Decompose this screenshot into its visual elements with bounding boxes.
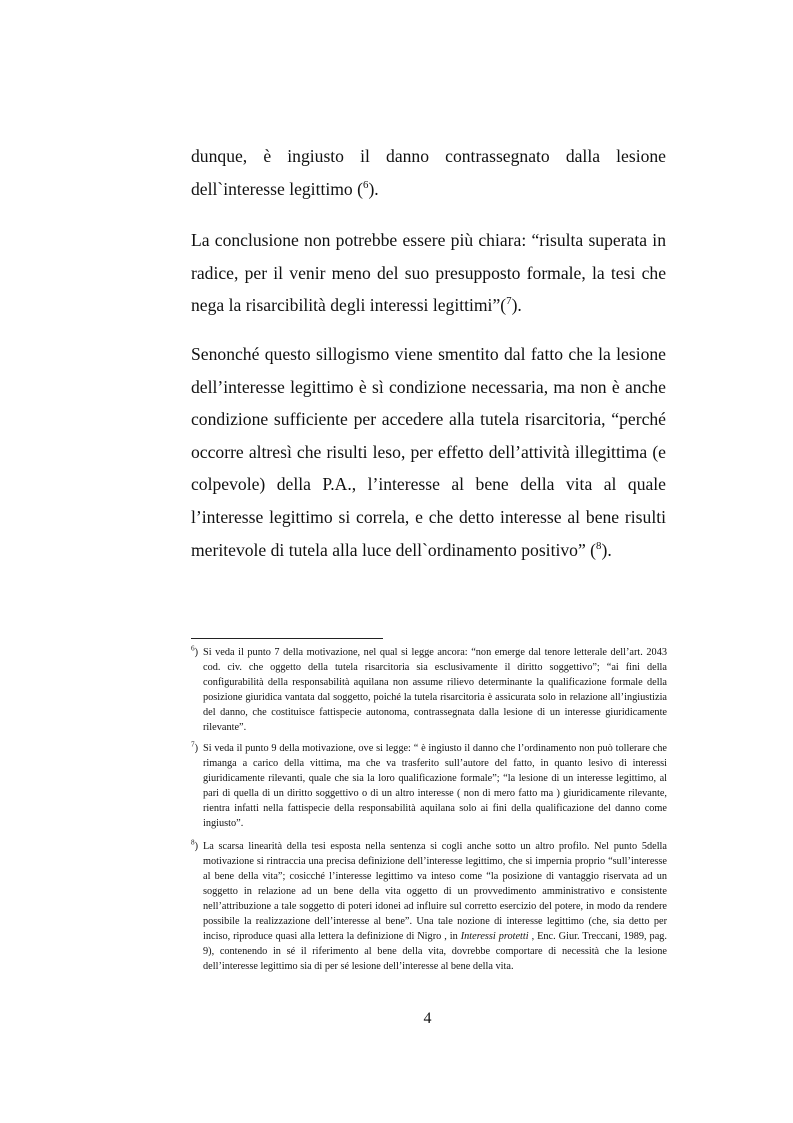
paragraph-text: La conclusione non potrebbe essere più chiara: “risulta superata in radice, per il venir meno del suo presupposto formale, la tesi che nega la risarcibilità degli interessi legittimi”( [191, 230, 666, 316]
paragraph-text-end: ). [368, 178, 379, 199]
footnote-reference[interactable]: 7 [506, 295, 512, 308]
footnote-text-part: La scarsa linearità della tesi esposta nella sentenza si cogli anche sotto un altro profilo. Nel punto 5della motivazione si rintraccia una precisa definizione dell’interesse legittimo, che si impernia proprio “sull’interesse al bene della vita”; cosicché l’interesse legittimo va inteso come “la posizione di vantaggio riservata ad un soggetto in relazione ad un bene della vita oggetto di un provvedimento amministrativo e consistente nell’attribuzione a tale soggetto di poteri idonei ad influire sul corretto esercizio del potere, in modo da rendere possibile la realizzazione dell’interesse al bene”. Una tale nozione di interesse legittimo (che, sia detto per inciso, riproduce quasi alla lettera la definizione di Nigro , in [203, 841, 667, 942]
footnote [191, 742, 667, 832]
cited-work-title: Interessi protetti [460, 930, 529, 942]
footnote-number: 7 [191, 740, 195, 749]
footnote-marker [191, 840, 203, 855]
footnote-text [203, 840, 667, 975]
body-paragraph [191, 140, 666, 205]
footnote-number: 6 [191, 644, 195, 653]
footnote-reference[interactable]: 6 [362, 178, 369, 191]
body-paragraph [191, 338, 666, 566]
footnote-paren: ) [194, 743, 199, 754]
footnote-marker [191, 646, 203, 661]
footnote-paren: ) [194, 647, 199, 658]
footnote-separator [191, 638, 383, 639]
footnote-paren: ) [194, 841, 199, 852]
paragraph-text: dunque, è ingiusto il danno contrassegnato dalla lesione dell`interesse legittimo ( [191, 146, 666, 199]
footnote [191, 646, 667, 736]
page-number: 4 [423, 1010, 432, 1027]
paragraph-text-end: ). [601, 539, 612, 560]
footnote [191, 840, 667, 975]
footnote-text-part: , Enc. Giur. Treccani, 1989, pag. 9), contenendo in sé il riferimento al bene della vita, dovrebbe comportare di necessità che la lesione dell’interesse legittimo sia di per sé lesione dell’interesse al bene della vita. [203, 930, 667, 972]
footnote-marker [191, 742, 203, 757]
footnote-number: 8 [191, 838, 195, 847]
paragraph-text: Senonché questo sillogismo viene smentito dal fatto che la lesione dell’interesse legittimo è sì condizione necessaria, ma non è anche condizione sufficiente per accedere alla tutela risarcitoria, “perché occorre altresì che risulti leso, per effetto dell’attività illegittima (e colpevole) della P.A., l’interesse al bene della vita al quale l’interesse legittimo si correla, e che detto interesse al bene risulti meritevole di tutela alla luce dell`ordinamento positivo” ( [191, 344, 666, 560]
footnote-reference[interactable]: 8 [596, 539, 602, 552]
body-paragraph [191, 224, 666, 322]
paragraph-text-end: ). [511, 295, 522, 316]
footnote-text: Si veda il punto 7 della motivazione, nel qual si legge ancora: “non emerge dal tenore letterale dell’art. 2043 cod. civ. che oggetto della tutela risarcitoria sia esclusivamente il diritto soggettivo”; “ai fini della configurabilità della responsabilità aquilana non assume rilievo determinante la qualificazione formale della posizione giuridica vantata dal soggetto, poiché la tutela risarcitoria è assicurata solo in relazione all’ingiustizia del danno, che costituisce fattispecie autonoma, contrassegnata dalla lesione di un interesse giuridicamente rilevante”. [203, 647, 667, 733]
footnote-text: Si veda il punto 9 della motivazione, ove si legge: “ è ingiusto il danno che l’ordinamento non può tollerare che rimanga a carico della vittima, ma che va trasferito sull’autore del fatto, in quanto lesivo di interessi giuridicamente rilevanti, quale che sia la loro qualificazione formale”; “la lesione di un interesse legittimo, al pari di quella di un diritto soggettivo o di un altro interesse ( non di mero fatto ma ) giuridicamente rilevante, rientra infatti nella fattispecie della responsabilità aquilana solo ai fini della qualificazione del danno come ingiusto”. [203, 743, 667, 829]
